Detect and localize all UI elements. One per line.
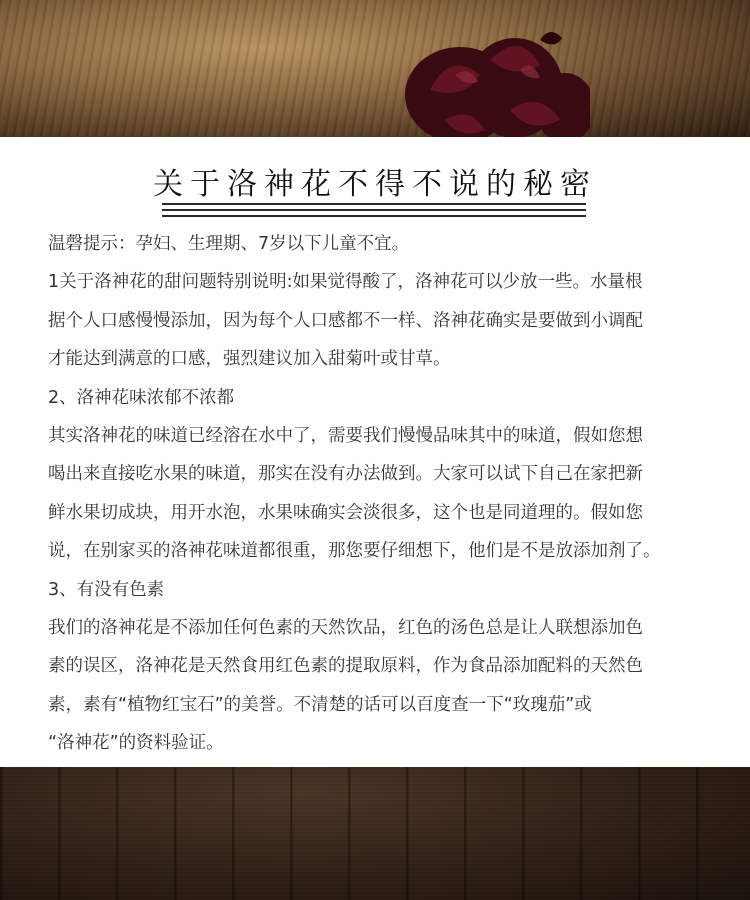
title-underline-rules [162, 203, 586, 221]
bottom-wood-photo [0, 767, 750, 900]
text-line: 其实洛神花的味道已经溶在水中了，需要我们慢慢品味其中的味道，假如您想 [48, 426, 643, 447]
text-line: 1关于洛神花的甜问题特别说明:如果觉得酸了，洛神花可以少放一些。水量根 [48, 272, 643, 293]
section-heading: 2、洛神花味浓郁不浓都 [48, 387, 235, 408]
text-line: 才能达到满意的口感，强烈建议加入甜菊叶或甘草。 [48, 349, 451, 370]
section-heading: 3、有没有色素 [48, 579, 165, 600]
text-line: “洛神花”的资料验证。 [48, 733, 224, 754]
text-line: 素，素有“植物红宝石”的美誉。不清楚的话可以百度查一下“玫瑰茄”或 [48, 694, 592, 715]
top-wood-photo [0, 0, 750, 137]
article-body [48, 225, 713, 763]
text-line: 温磬提示：孕妇、生理期、7岁以下儿童不宜。 [48, 234, 410, 254]
article-title: 关于洛神花不得不说的秘密 [153, 167, 597, 202]
text-line: 喝出来直接吃水果的味道，那实在没有办法做到。大家可以试下自己在家把新 [48, 464, 643, 485]
text-line: 鲜水果切成块，用开水泡，水果味确实会淡很多，这个也是同道理的。假如您 [48, 502, 643, 523]
text-line: 据个人口感慢慢添加，因为每个人口感都不一样、洛神花确实是要做到小调配 [48, 310, 643, 331]
article-content [0, 137, 750, 767]
text-line: 说，在别家买的洛神花味道都很重，那您要仔细想下，他们是不是放添加剂了。 [48, 541, 661, 562]
text-line: 我们的洛神花是不添加任何色素的天然饮品，红色的汤色总是让人联想添加色 [48, 618, 643, 639]
text-line: 素的误区，洛神花是天然食用红色素的提取原料，作为食品添加配料的天然色 [48, 656, 643, 677]
